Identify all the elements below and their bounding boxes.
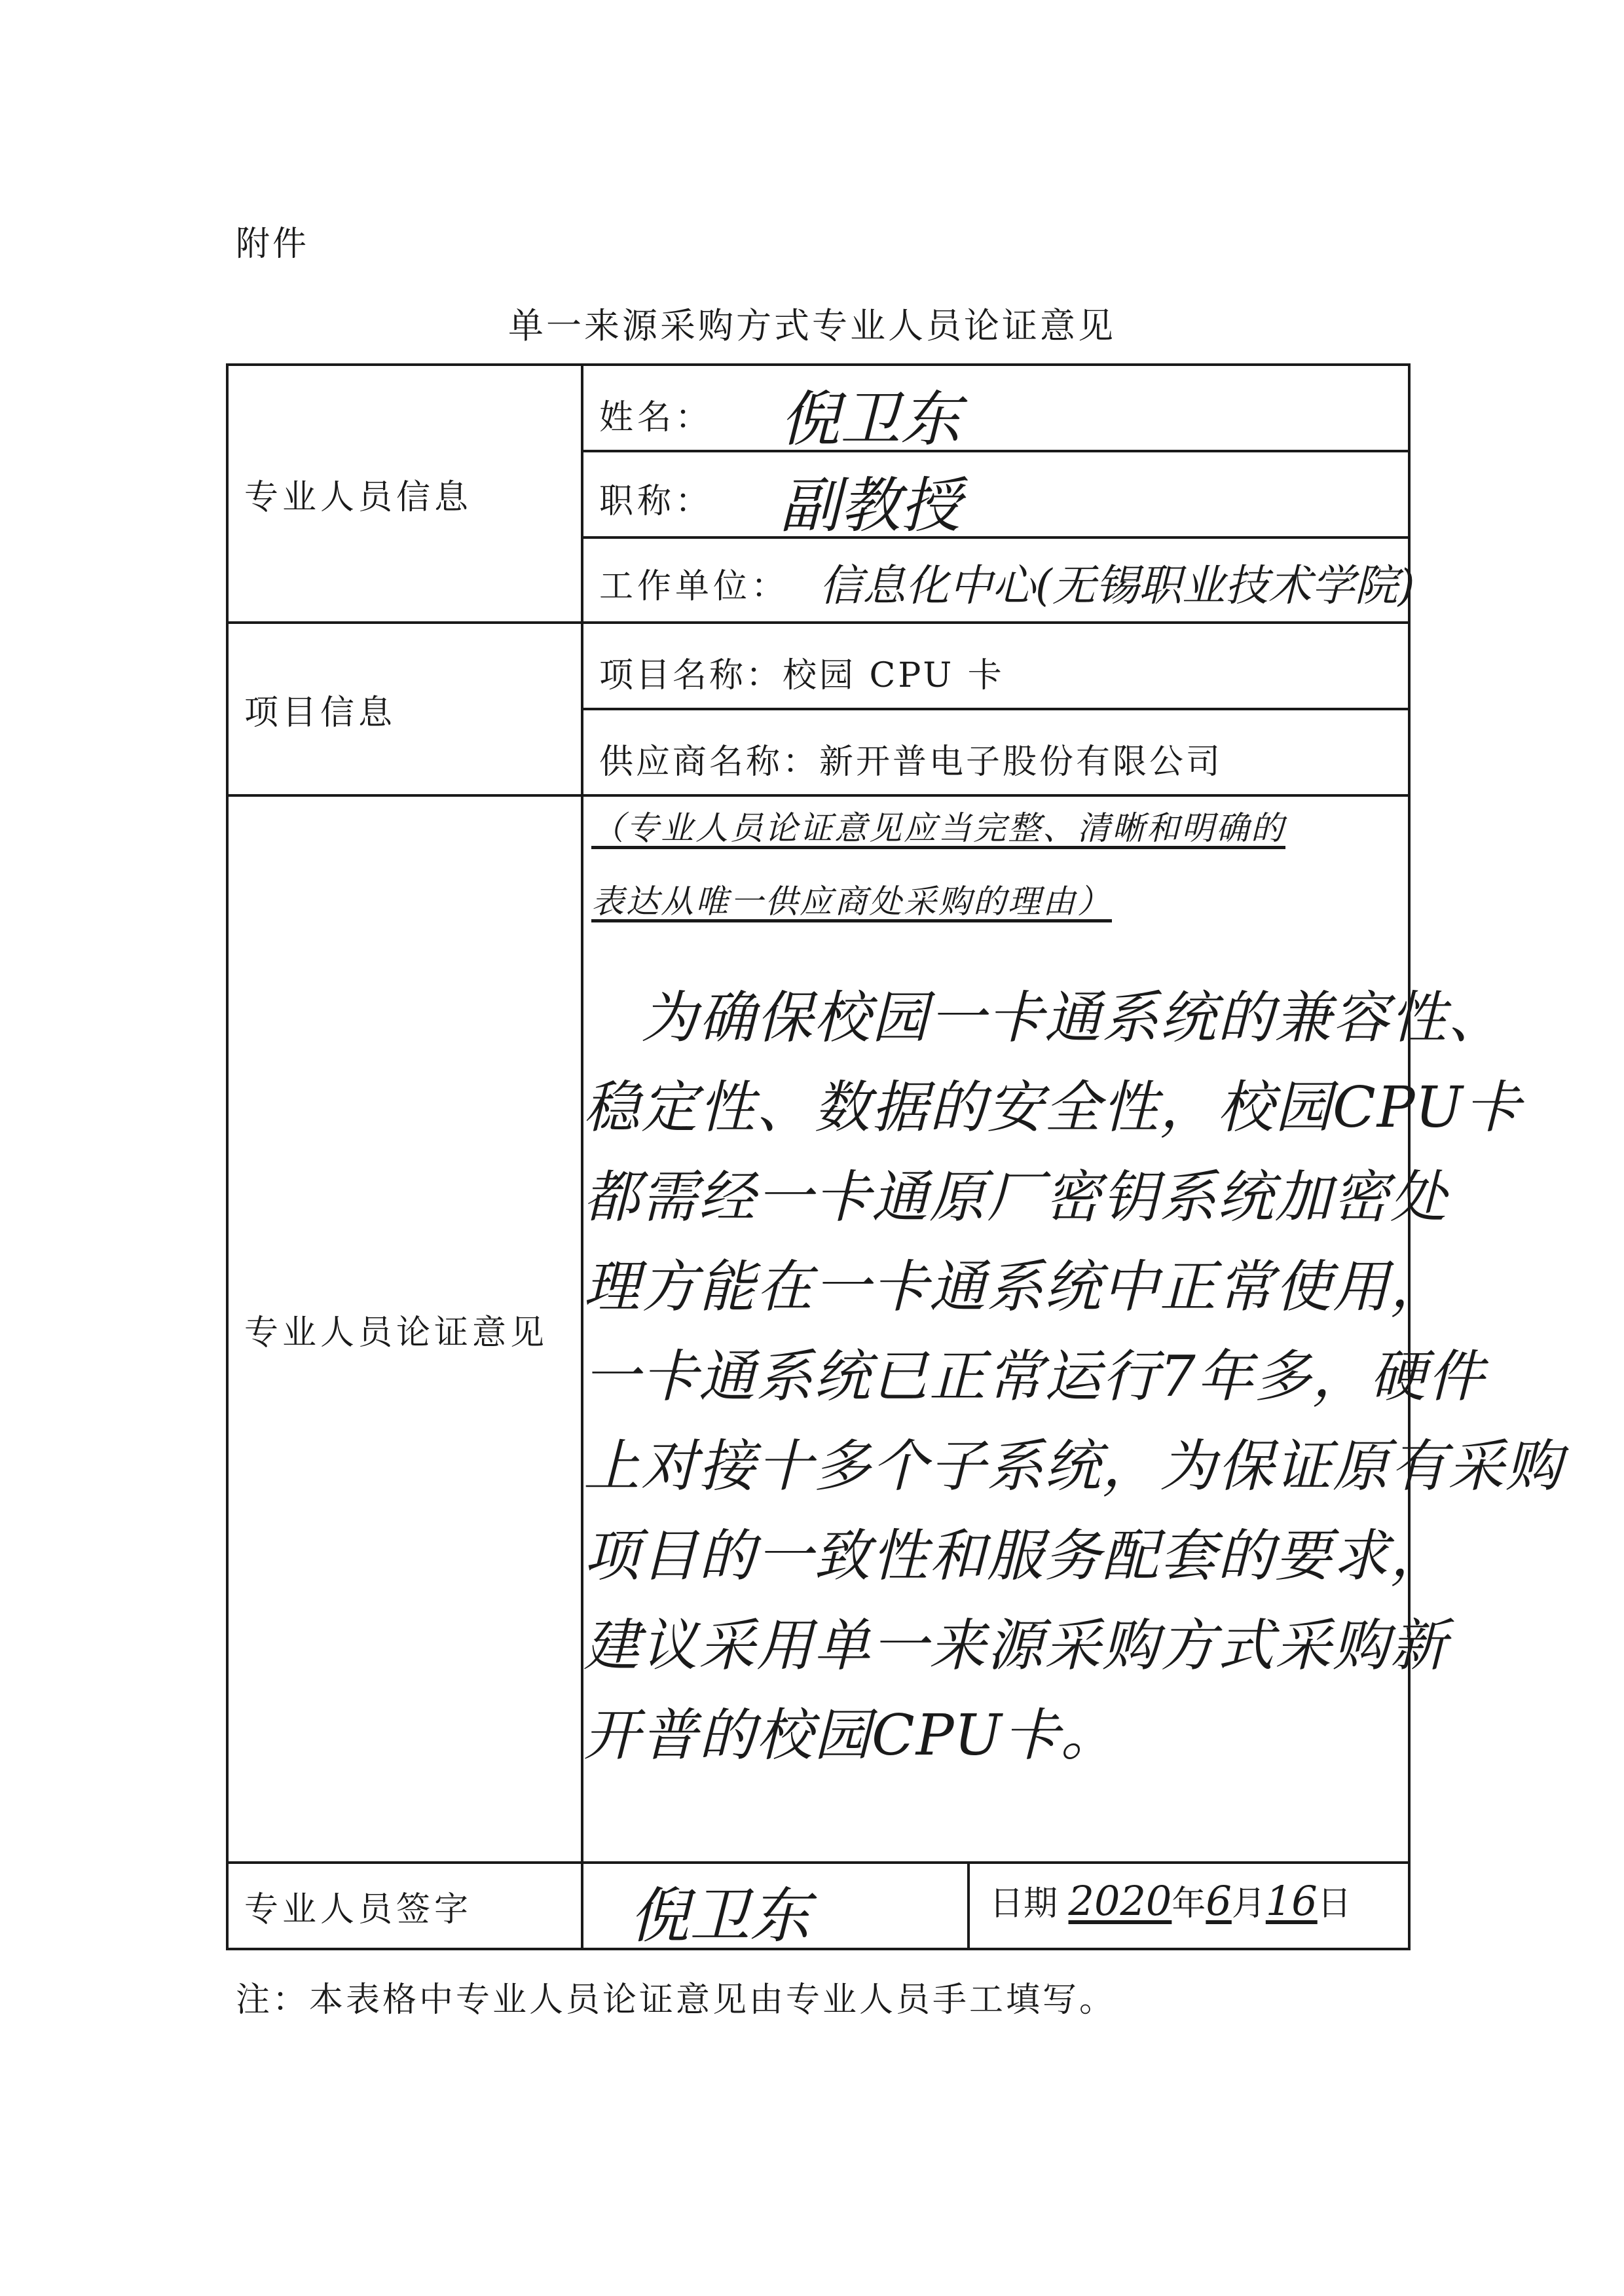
argument-form-table	[226, 363, 1563, 1951]
supplier-field	[582, 709, 1409, 795]
opinion-line: 开普的校园CPU卡。	[583, 1703, 1118, 1768]
signature-field	[582, 1863, 969, 1949]
name-field	[582, 365, 1409, 454]
date-year: 2020	[1068, 1877, 1172, 1925]
document-title: 单一来源采购方式专业人员论证意见	[508, 305, 1116, 346]
name-handwritten: 倪卫东	[780, 384, 961, 454]
employer-handwritten: 信息化中心(无锡职业技术学院)	[819, 560, 1415, 611]
opinion-line: 一卡通系统已正常运行7年多，硬件	[583, 1344, 1485, 1410]
footer-note: 注：本表格中专业人员论证意见由专业人员手工填写。	[236, 1980, 1116, 2020]
date-field	[969, 1863, 1409, 1949]
employer-field	[582, 538, 1415, 623]
project-name-field	[582, 623, 1409, 709]
opinion-field	[582, 795, 1563, 1863]
supplier-label: 供应商名称：	[599, 742, 820, 782]
project-name-value: 校园 CPU 卡	[783, 656, 1005, 695]
opinion-line: 稳定性、数据的安全性，校园CPU卡	[583, 1075, 1522, 1140]
date-day: 16	[1265, 1877, 1318, 1925]
attachment-label: 附件	[236, 225, 310, 264]
opinion-line: 上对接十多个子系统，为保证原有采购	[583, 1434, 1563, 1499]
month-char: 月	[1231, 1884, 1266, 1923]
opinion-line: 项目的一致性和服务配套的要求，	[583, 1523, 1448, 1589]
title-label: 职称：	[599, 482, 714, 521]
day-char: 日	[1317, 1884, 1352, 1923]
signature-handwritten: 倪卫东	[629, 1881, 811, 1951]
date-label: 日期	[989, 1884, 1058, 1923]
project-name-label: 项目名称：	[599, 656, 783, 695]
opinion-line: 为确保校园一卡通系统的兼容性、	[583, 985, 1505, 1051]
opinion-line: 都需经一卡通原厂密钥系统加密处	[583, 1165, 1448, 1230]
opinion-instruction-line2: 表达从唯一供应商处采购的理由）	[591, 883, 1112, 920]
date-month: 6	[1206, 1877, 1232, 1925]
title-field	[582, 451, 1409, 541]
employer-label: 工作单位：	[599, 567, 790, 606]
project-info-label: 项目信息	[227, 623, 582, 795]
signature-label: 专业人员签字	[227, 1863, 582, 1949]
name-label: 姓名：	[599, 398, 714, 437]
opinion-line: 建议采用单一来源采购方式采购新	[583, 1613, 1448, 1679]
opinion-handwritten-text	[583, 974, 1563, 1781]
opinion-label: 专业人员论证意见	[227, 795, 582, 1863]
title-handwritten: 副教授	[780, 471, 961, 541]
year-char: 年	[1172, 1884, 1206, 1923]
supplier-value: 新开普电子股份有限公司	[819, 742, 1223, 782]
opinion-instruction-line1: （专业人员论证意见应当完整、清晰和明确的	[591, 809, 1285, 847]
expert-info-label: 专业人员信息	[227, 365, 582, 623]
opinion-line: 理方能在一卡通系统中正常使用，	[583, 1254, 1448, 1320]
